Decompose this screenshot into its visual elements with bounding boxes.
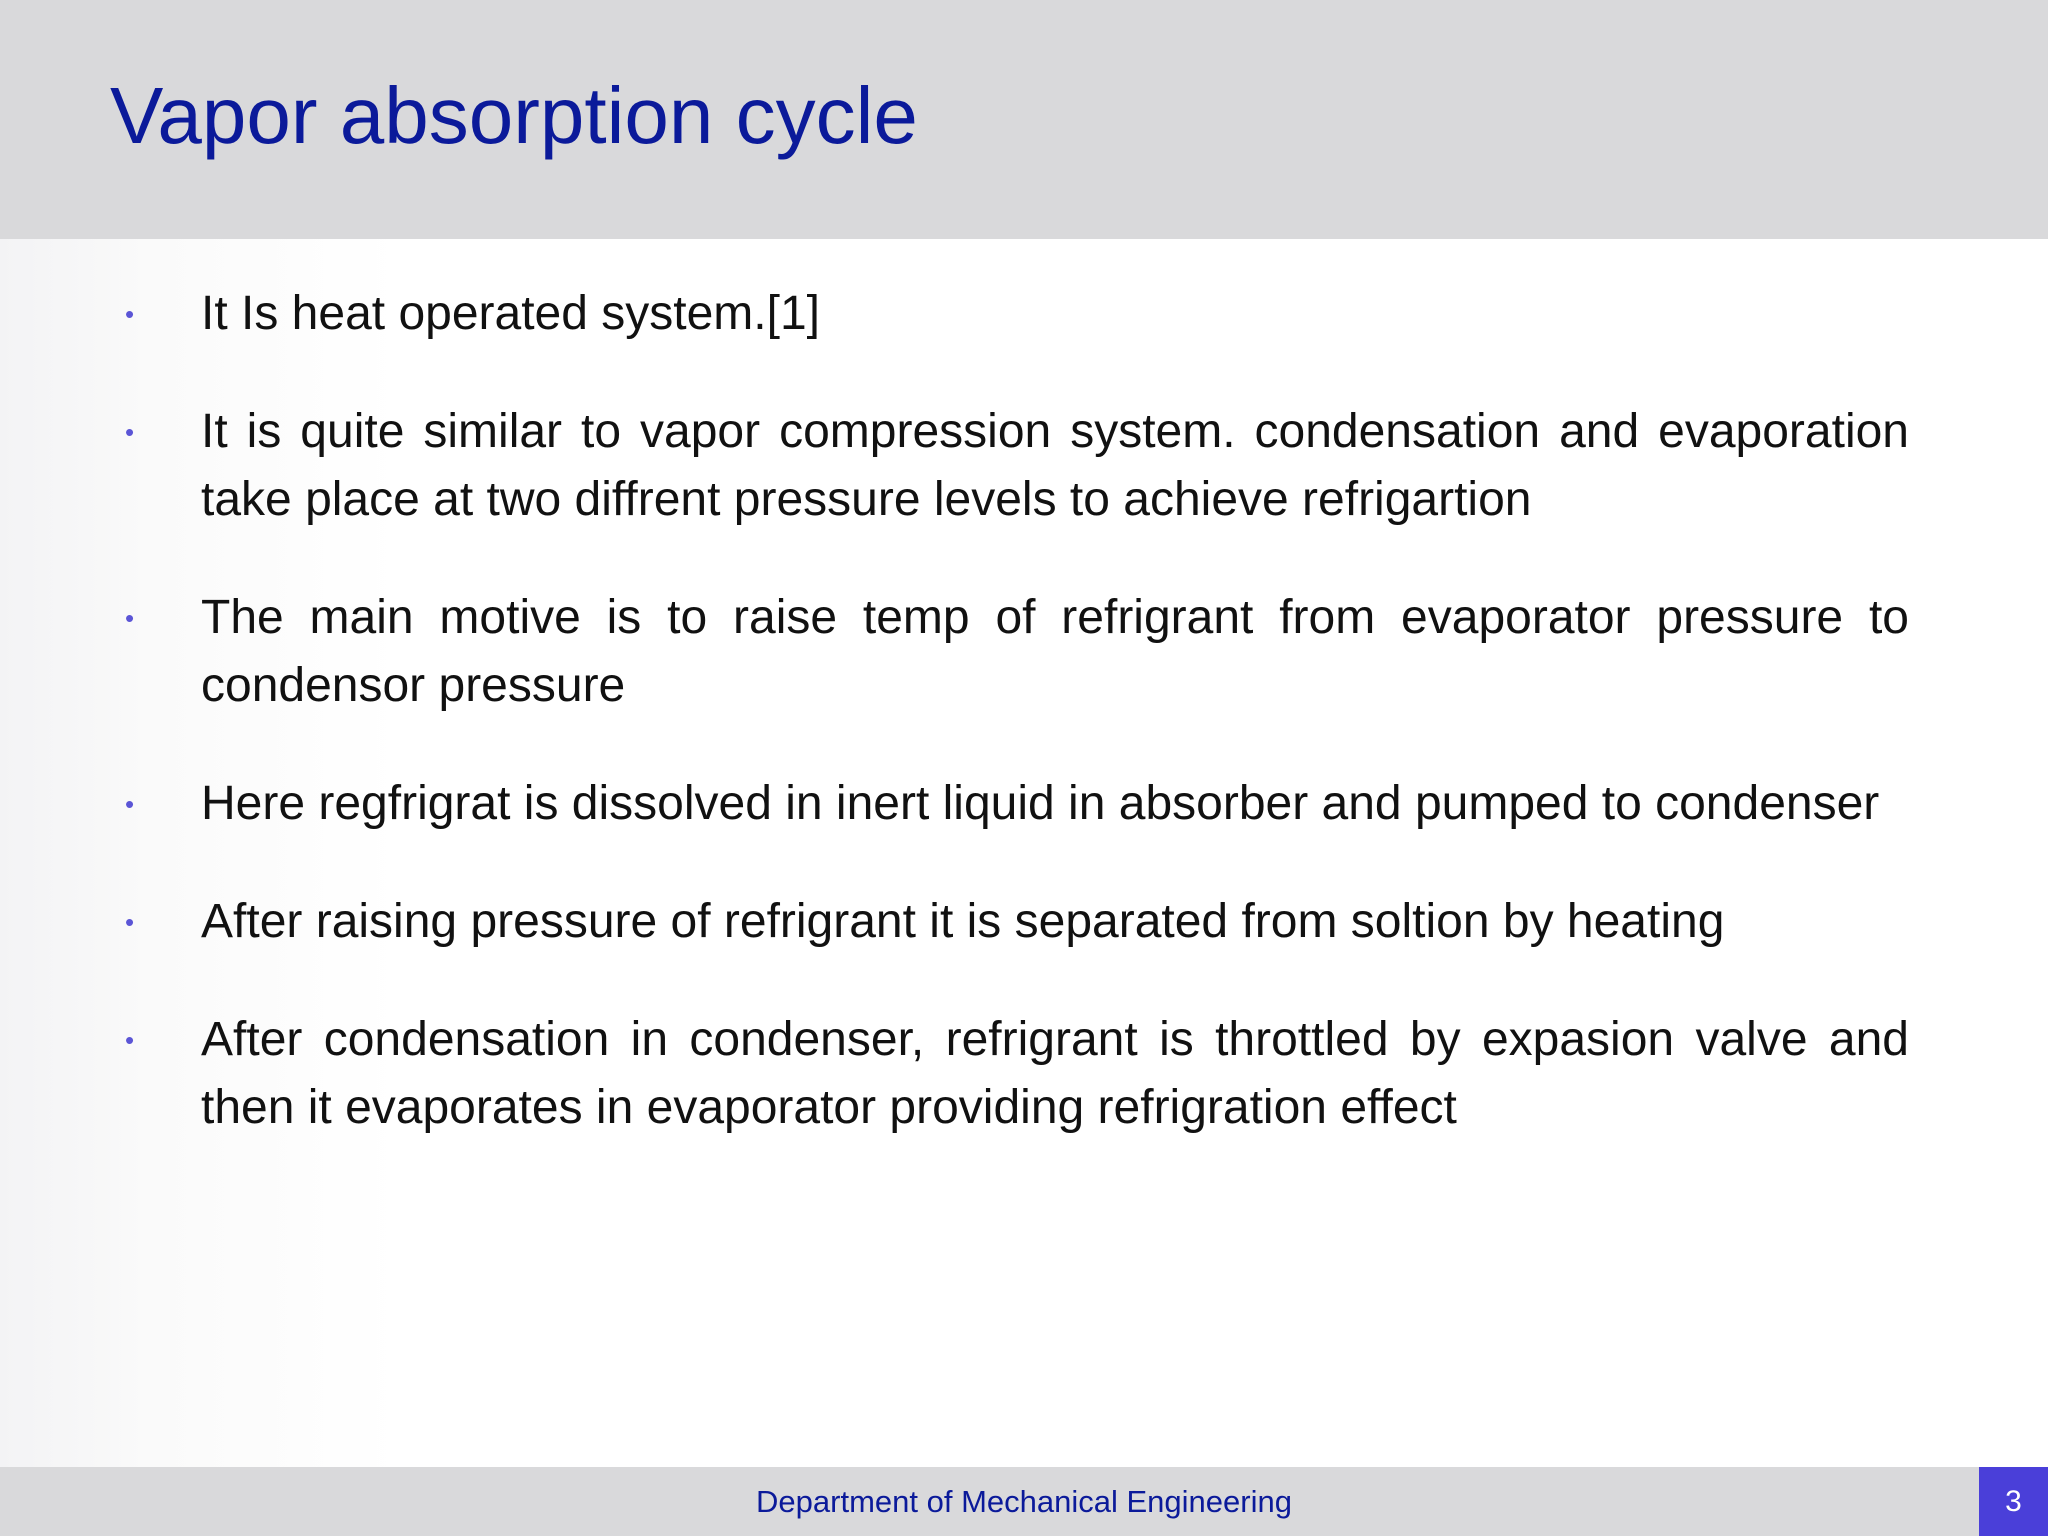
bullet-dot-icon: • (125, 789, 135, 819)
bullet-dot-icon: • (125, 417, 135, 447)
bullet-text: Here regfrigrat is dissolved in inert liquid in absorber and pumped to condenser (201, 777, 1880, 830)
bullet-text: It Is heat operated system.[1] (201, 287, 820, 340)
bullet-dot-icon: • (125, 299, 135, 329)
bullet-item (125, 280, 1909, 348)
footer-band (0, 1467, 2048, 1536)
bullet-dot-icon: • (125, 603, 135, 633)
bullet-item (125, 398, 1909, 534)
bullet-text: After condensation in condenser, refrigrant is throttled by expasion valve and then it evaporates in evaporator providing refrigration effect (201, 1013, 1909, 1134)
bullet-item (125, 584, 1909, 720)
bullet-text: After raising pressure of refrigrant it is separated from soltion by heating (201, 895, 1725, 948)
footer-department: Department of Mechanical Engineering (756, 1484, 1292, 1519)
bullet-dot-icon: • (125, 907, 135, 937)
bullet-text: It is quite similar to vapor compression system. condensation and evaporation take place at two diffrent pressure levels to achieve refrigartion (201, 405, 1909, 526)
bullet-item (125, 888, 1909, 956)
bullet-list (0, 280, 2048, 1192)
bullet-text: The main motive is to raise temp of refrigrant from evaporator pressure to condensor pressure (201, 591, 1909, 712)
bullet-item (125, 1006, 1909, 1142)
title-band (0, 0, 2048, 239)
page-number: 3 (1979, 1467, 2048, 1536)
slide-title: Vapor absorption cycle (110, 71, 918, 160)
bullet-dot-icon: • (125, 1025, 135, 1055)
bullet-item (125, 770, 1909, 838)
